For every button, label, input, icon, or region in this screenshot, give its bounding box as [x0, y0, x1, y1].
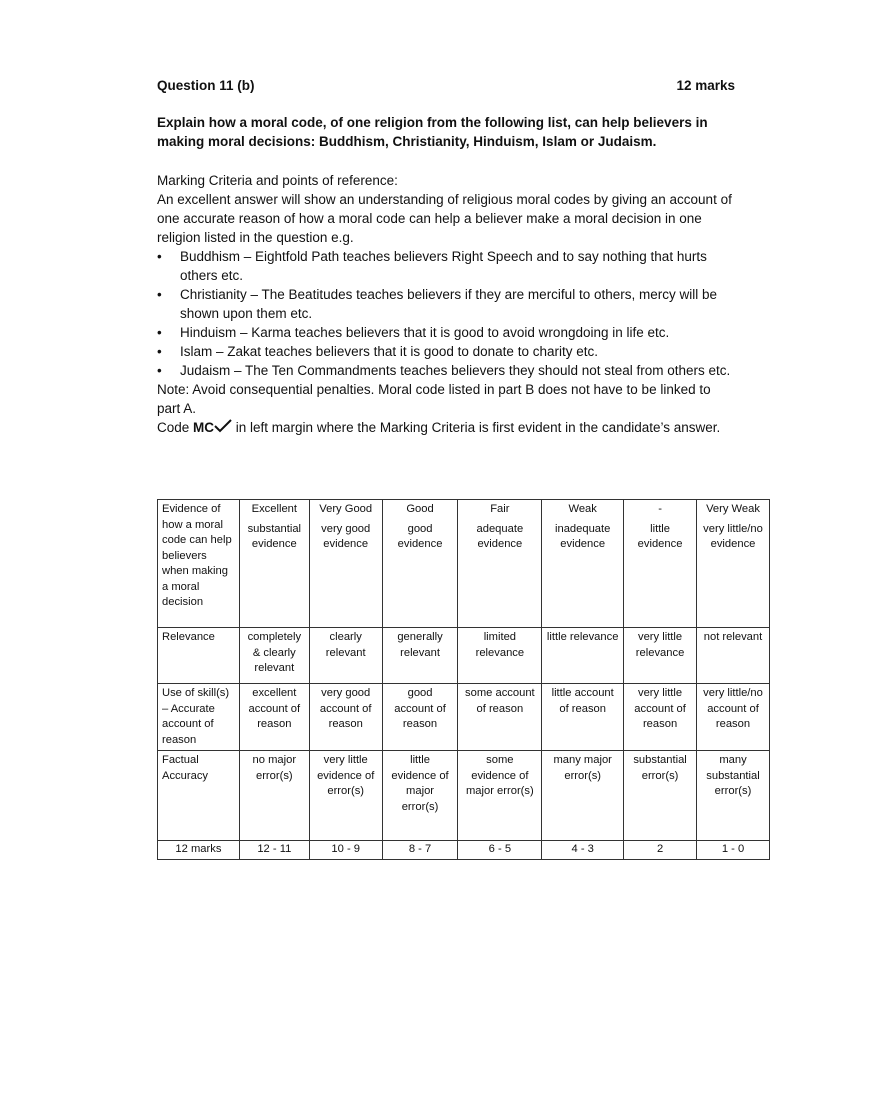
note: Note: Avoid consequential penalties. Moral code listed in part B does not have to be linked to part A. [157, 382, 711, 416]
table-row [158, 841, 770, 860]
table-cell: not relevant [697, 628, 770, 684]
row-label-evidence: Evidence of how a moral code can help believers when making a moral decision [158, 500, 240, 628]
table-cell: very little/no account of reason [697, 684, 770, 751]
bullet-icon: • [157, 325, 162, 340]
criteria-heading: Marking Criteria and points of reference: [157, 173, 398, 188]
table-cell: little relevance [542, 628, 624, 684]
table-row [158, 628, 770, 684]
table-cell: some account of reason [458, 684, 542, 751]
list-item: • Buddhism – Eightfold Path teaches believers Right Speech and to say nothing that hurts others etc. [157, 249, 707, 283]
table-cell: good account of reason [382, 684, 458, 751]
table-cell: very little evidence of error(s) [309, 751, 382, 841]
table-cell: many major error(s) [542, 751, 624, 841]
table-cell: substantial error(s) [624, 751, 697, 841]
row-label-skills: Use of skill(s) – Accurate account of reason [158, 684, 240, 751]
table-cell: little evidence [624, 520, 697, 628]
table-row [158, 520, 770, 628]
marks-range: 10 - 9 [309, 841, 382, 860]
document-page [157, 78, 735, 437]
list-item: • Hinduism – Karma teaches believers that it is good to avoid wrongdoing in life etc. [157, 325, 670, 340]
marks-label: 12 marks [158, 841, 240, 860]
table-cell: very little relevance [624, 628, 697, 684]
level-header: Very Weak [697, 500, 770, 520]
table-cell: clearly relevant [309, 628, 382, 684]
bullet-icon: • [157, 363, 162, 378]
level-header: Very Good [309, 500, 382, 520]
question-number: Question 11 (b) [157, 78, 255, 93]
criteria-intro: An excellent answer will show an understanding of religious moral codes by giving an account of one accurate reason of how a moral code can help a believer make a moral decision in one religion listed in the question e.g. [157, 192, 732, 245]
bullet-icon: • [157, 287, 162, 302]
marks-range: 2 [624, 841, 697, 860]
level-header: Fair [458, 500, 542, 520]
table-cell: very little account of reason [624, 684, 697, 751]
tick-icon [214, 419, 232, 433]
marks-range: 4 - 3 [542, 841, 624, 860]
table-cell: many substantial error(s) [697, 751, 770, 841]
question-text: Explain how a moral code, of one religion from the following list, can help believers in making moral decisions: Buddhism, Christianity, Hinduism, Islam or Judaism. [157, 115, 708, 149]
row-label-relevance: Relevance [158, 628, 240, 684]
table-cell: substantial evidence [239, 520, 309, 628]
table-cell: little evidence of major error(s) [382, 751, 458, 841]
table-cell: generally relevant [382, 628, 458, 684]
table-cell: very little/no evidence [697, 520, 770, 628]
table-cell: limited relevance [458, 628, 542, 684]
table-cell: some evidence of major error(s) [458, 751, 542, 841]
list-item: • Islam – Zakat teaches believers that it is good to donate to charity etc. [157, 344, 598, 359]
table-cell: very good evidence [309, 520, 382, 628]
marks-range: 8 - 7 [382, 841, 458, 860]
table-row [158, 751, 770, 841]
religion-list [157, 247, 735, 380]
marks-range: 12 - 11 [239, 841, 309, 860]
question-marks: 12 marks [676, 78, 735, 93]
marks-range: 6 - 5 [458, 841, 542, 860]
level-header: Good [382, 500, 458, 520]
table-cell: completely & clearly relevant [239, 628, 309, 684]
code-instruction: Code MC in left margin where the Marking Criteria is first evident in the candidate’s answer. [157, 420, 721, 435]
list-item: • Christianity – The Beatitudes teaches believers if they are merciful to others, mercy will be shown upon them etc. [157, 287, 717, 321]
table-cell: very good account of reason [309, 684, 382, 751]
table-cell: inadequate evidence [542, 520, 624, 628]
table-row [158, 500, 770, 520]
marking-rubric-table [157, 499, 770, 860]
row-label-accuracy: Factual Accuracy [158, 751, 240, 841]
question-header [157, 78, 735, 93]
bullet-icon: • [157, 249, 162, 264]
level-header: - [624, 500, 697, 520]
bullet-icon: • [157, 344, 162, 359]
table-cell: adequate evidence [458, 520, 542, 628]
table-cell: no major error(s) [239, 751, 309, 841]
table-cell: excellent account of reason [239, 684, 309, 751]
table-row [158, 684, 770, 751]
level-header: Excellent [239, 500, 309, 520]
level-header: Weak [542, 500, 624, 520]
table-cell: good evidence [382, 520, 458, 628]
marks-range: 1 - 0 [697, 841, 770, 860]
table-cell: little account of reason [542, 684, 624, 751]
marking-criteria [157, 171, 735, 437]
list-item: • Judaism – The Ten Commandments teaches believers they should not steal from others etc. [157, 363, 731, 378]
